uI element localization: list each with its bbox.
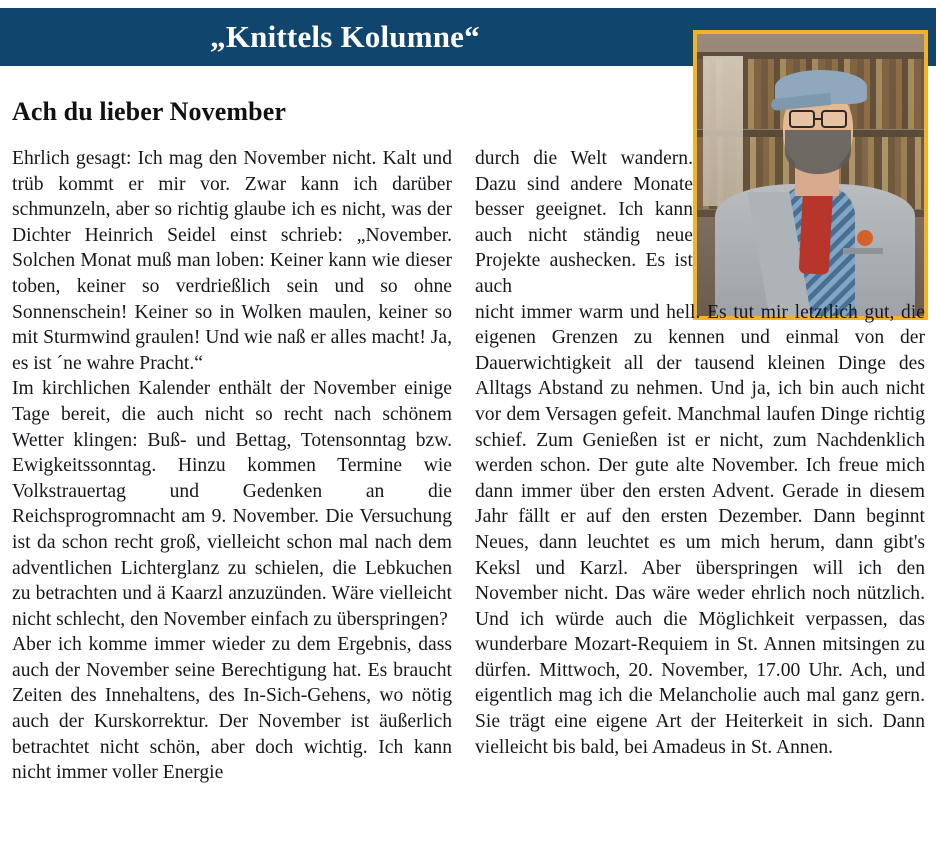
paragraph: Ehrlich gesagt: Ich mag den November nicht. Kalt und trüb kommt er mir vor. Zwar kann ich darüber schmunzeln, aber so richtig glaube ich es nicht, was der Dichter Heinrich Seidel einst schrieb: „November. Solchen Monat muß man loben: Keiner kann wie dieser toben, keiner so verdrießlich sein und so ohne Sonnenschein! Keiner so in Wolken maulen, keiner so mit Sturmwind graulen! Und wie naß er alles macht! Ja, es ist ´ne wahre Pracht.“ xyxy=(12,148,452,374)
paragraph: nicht immer warm und hell. Es tut mir letztlich gut, die eigenen Grenzen zu kennen und einmal von der Dauerwichtigkeit all der tausend kleinen Dinge des Alltags Abstand zu nehmen. Und ja, ich bin auch nicht vor dem Versagen gefeit. Manchmal laufen Dinge richtig schief. Zum Genießen ist er nicht, zum Nachdenklich werden schon. Der gute alte November. Ich freue mich dann immer über den ersten Advent. Gerade in diesem Jahr fällt er auf den ersten Dezember. Dann beginnt Neues, dann leuchtet es um mich herum, dann gibt's Keksl und Karzl. Aber überspringen will ich den November nicht. Das wäre weder ehrlich noch nützlich. Und ich würde auch die Möglichkeit verpassen, das wunderbare Mozart-Requiem in St. Annen mitsingen zu dürfen. Mittwoch, 20. November, 17.00 Uhr. Ach, und eigentlich mag ich die Melancholie auch mal ganz gern. Sie trägt eine eigene Art der Heiterkeit in sich. Dann vielleicht bis bald, bei Amadeus in St. Annen. xyxy=(475,301,925,758)
paragraph-wrapped-beside-photo: durch die Welt wandern. Dazu sind andere Monate besser geeignet. Ich kann auch nicht ständig neue Projekte aushecken. Es ist auch xyxy=(475,148,693,297)
article-column-left xyxy=(12,146,452,786)
glasses-right-lens-icon xyxy=(821,110,847,128)
paragraph: Im kirchlichen Kalender enthält der November einige Tage bereit, die auch nicht so recht nach schönem Wetter klingen: Buß- und Bettag, Totensonntag bzw. Ewigkeitssonntag. Hinzu kommen Termine wie Volkstrauertag und Gedenken an die Reichsprogromnacht am 9. November. Die Versuchung ist da schon recht groß, vielleicht schon mal nach dem adventlichen Lichterglanz zu schielen, die Lebkuchen zu betrachten und ä Kaarzl anzuzünden. Wäre vielleicht nicht schlecht, den November einfach zu überspringen? xyxy=(12,378,452,630)
paragraph: Aber ich komme immer wieder zu dem Ergebnis, dass auch der November seine Berechtigung hat. Es braucht Zeiten des Innehaltens, des In-Sich-Gehens, wo nötig auch der Kurskorrektur. Der November ist äußerlich betrachtet nicht schön, aber doch wichtig. Ich kann nicht immer voller Energie xyxy=(12,634,452,784)
article-headline: Ach du lieber November xyxy=(12,97,286,126)
article-column-right xyxy=(475,146,925,760)
banner-title: „Knittels Kolumne“ xyxy=(210,19,480,54)
glasses-bridge-icon xyxy=(815,118,821,120)
glasses-left-lens-icon xyxy=(789,110,815,128)
